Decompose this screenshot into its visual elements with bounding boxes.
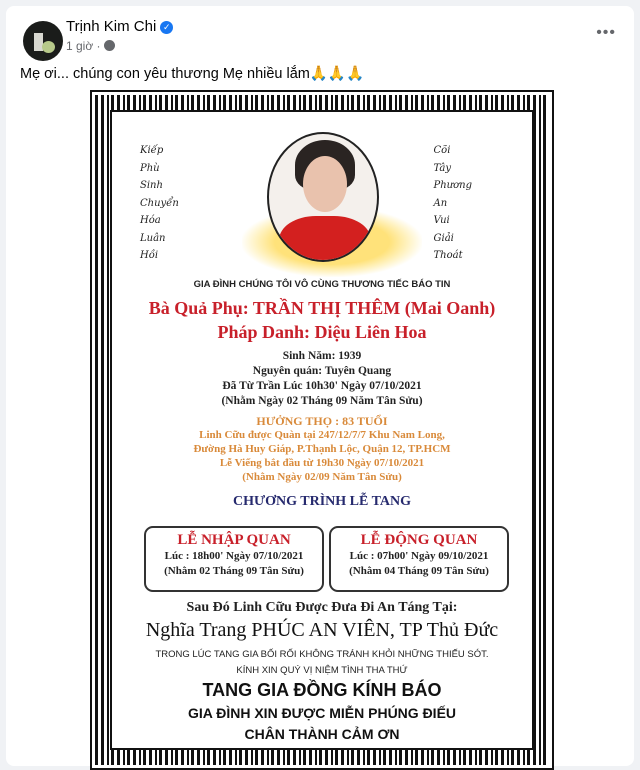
calligraphy-word: Sinh (140, 180, 163, 191)
event-title: LỄ ĐỘNG QUAN (360, 532, 478, 548)
post-text (20, 65, 364, 82)
calligraphy-word: Cõi (433, 145, 451, 156)
apology-line-2: KÍNH XIN QUÝ VỊ NIỆM TÌNH THA THỨ (236, 665, 408, 676)
author-link[interactable]: Trịnh Kim Chi (66, 18, 157, 35)
event-title: LỄ NHẬP QUAN (177, 532, 291, 548)
deceased-name: Bà Quả Phụ: TRẦN THỊ THÊM (Mai Oanh) (148, 298, 496, 318)
calligraphy-word: Kiếp (140, 145, 164, 156)
greek-key-border (95, 95, 549, 765)
author-name[interactable] (66, 18, 173, 35)
post-message: Mẹ ơi... chúng con yêu thương Mẹ nhiều lắm (20, 66, 310, 82)
calligraphy-word: Chuyển (140, 197, 179, 209)
calligraphy-left (140, 142, 179, 265)
event-box-procession (329, 526, 509, 592)
event-lunar: (Nhằm 02 Tháng 09 Tân Sửu) (164, 565, 304, 577)
calligraphy-word: Luân (140, 232, 166, 244)
portrait-photo (267, 132, 379, 262)
closing-line-2: GIA ĐÌNH XIN ĐƯỢC MIỄN PHÚNG ĐIẾU (187, 705, 457, 721)
calligraphy-word: An (433, 197, 448, 209)
age: HƯỞNG THỌ : 83 TUỔI (256, 414, 388, 428)
place-line-1: Linh Cữu được Quàn tại 247/12/7/7 Khu Nam Long, (199, 429, 445, 441)
visit-time: Lễ Viếng bắt đầu từ 19h30 Ngày 07/10/2021 (219, 457, 425, 469)
death-date: Đã Từ Trần Lúc 10h30' Ngày 07/10/2021 (222, 380, 422, 392)
post-meta: 1 giờ · (66, 39, 115, 53)
calligraphy-word: Thoát (433, 250, 463, 261)
calligraphy-right (434, 142, 472, 265)
death-lunar: (Nhằm Ngày 02 Tháng 09 Năm Tân Sửu) (221, 395, 423, 407)
birth-year: Sinh Năm: 1939 (282, 350, 362, 362)
flower-icon (42, 41, 55, 53)
burial-intro: Sau Đó Linh Cữu Được Đưa Đi An Táng Tại: (186, 600, 458, 615)
event-time: Lúc : 18h00' Ngày 07/10/2021 (164, 550, 304, 562)
calligraphy-word: Phương (433, 180, 472, 191)
apology-line-1: TRONG LÚC TANG GIA BỐI RỐI KHÔNG TRÁNH KHỎI NHỮNG THIẾU SÓT. (155, 649, 489, 660)
pray-emoji: 🙏🙏🙏 (309, 66, 365, 82)
visit-lunar: (Nhằm Ngày 02/09 Năm Tân Sửu) (242, 471, 402, 483)
calligraphy-word: Phù (140, 162, 160, 174)
calligraphy-word: Tây (433, 162, 452, 174)
calligraphy-word: Hóa (140, 215, 161, 226)
place-line-2: Đường Hà Huy Giáp, P.Thạnh Lộc, Quận 12, TP.HCM (193, 443, 451, 455)
calligraphy-word: Giải (433, 232, 454, 244)
event-lunar: (Nhằm 04 Tháng 09 Tân Sửu) (349, 565, 489, 577)
calligraphy-word: Vui (433, 215, 450, 226)
cemetery: Nghĩa Trang PHÚC AN VIÊN, TP Thủ Đức (145, 619, 499, 641)
event-box-coffining (144, 526, 324, 592)
avatar[interactable] (23, 21, 63, 61)
program-heading: CHƯƠNG TRÌNH LỄ TANG (232, 494, 411, 509)
post-card (6, 6, 634, 766)
dharma-name: Pháp Danh: Diệu Liên Hoa (217, 322, 427, 342)
calligraphy-word: Hồi (140, 250, 159, 261)
post-image[interactable] (90, 90, 554, 770)
intro-text: GIA ĐÌNH CHÚNG TÔI VÔ CÙNG THƯƠNG TIẾC BÁO TIN (193, 279, 451, 290)
notice-body (110, 110, 534, 750)
verified-badge-icon: ✓ (160, 21, 173, 34)
event-time: Lúc : 07h00' Ngày 09/10/2021 (349, 550, 489, 562)
globe-icon (104, 40, 115, 51)
closing-line-1: TANG GIA ĐỒNG KÍNH BÁO (202, 680, 442, 700)
closing-line-3: CHÂN THÀNH CẢM ƠN (244, 726, 400, 742)
timestamp[interactable]: 1 giờ (66, 39, 94, 53)
origin: Nguyên quán: Tuyên Quang (252, 365, 392, 377)
more-options-button[interactable]: ••• (596, 24, 616, 41)
